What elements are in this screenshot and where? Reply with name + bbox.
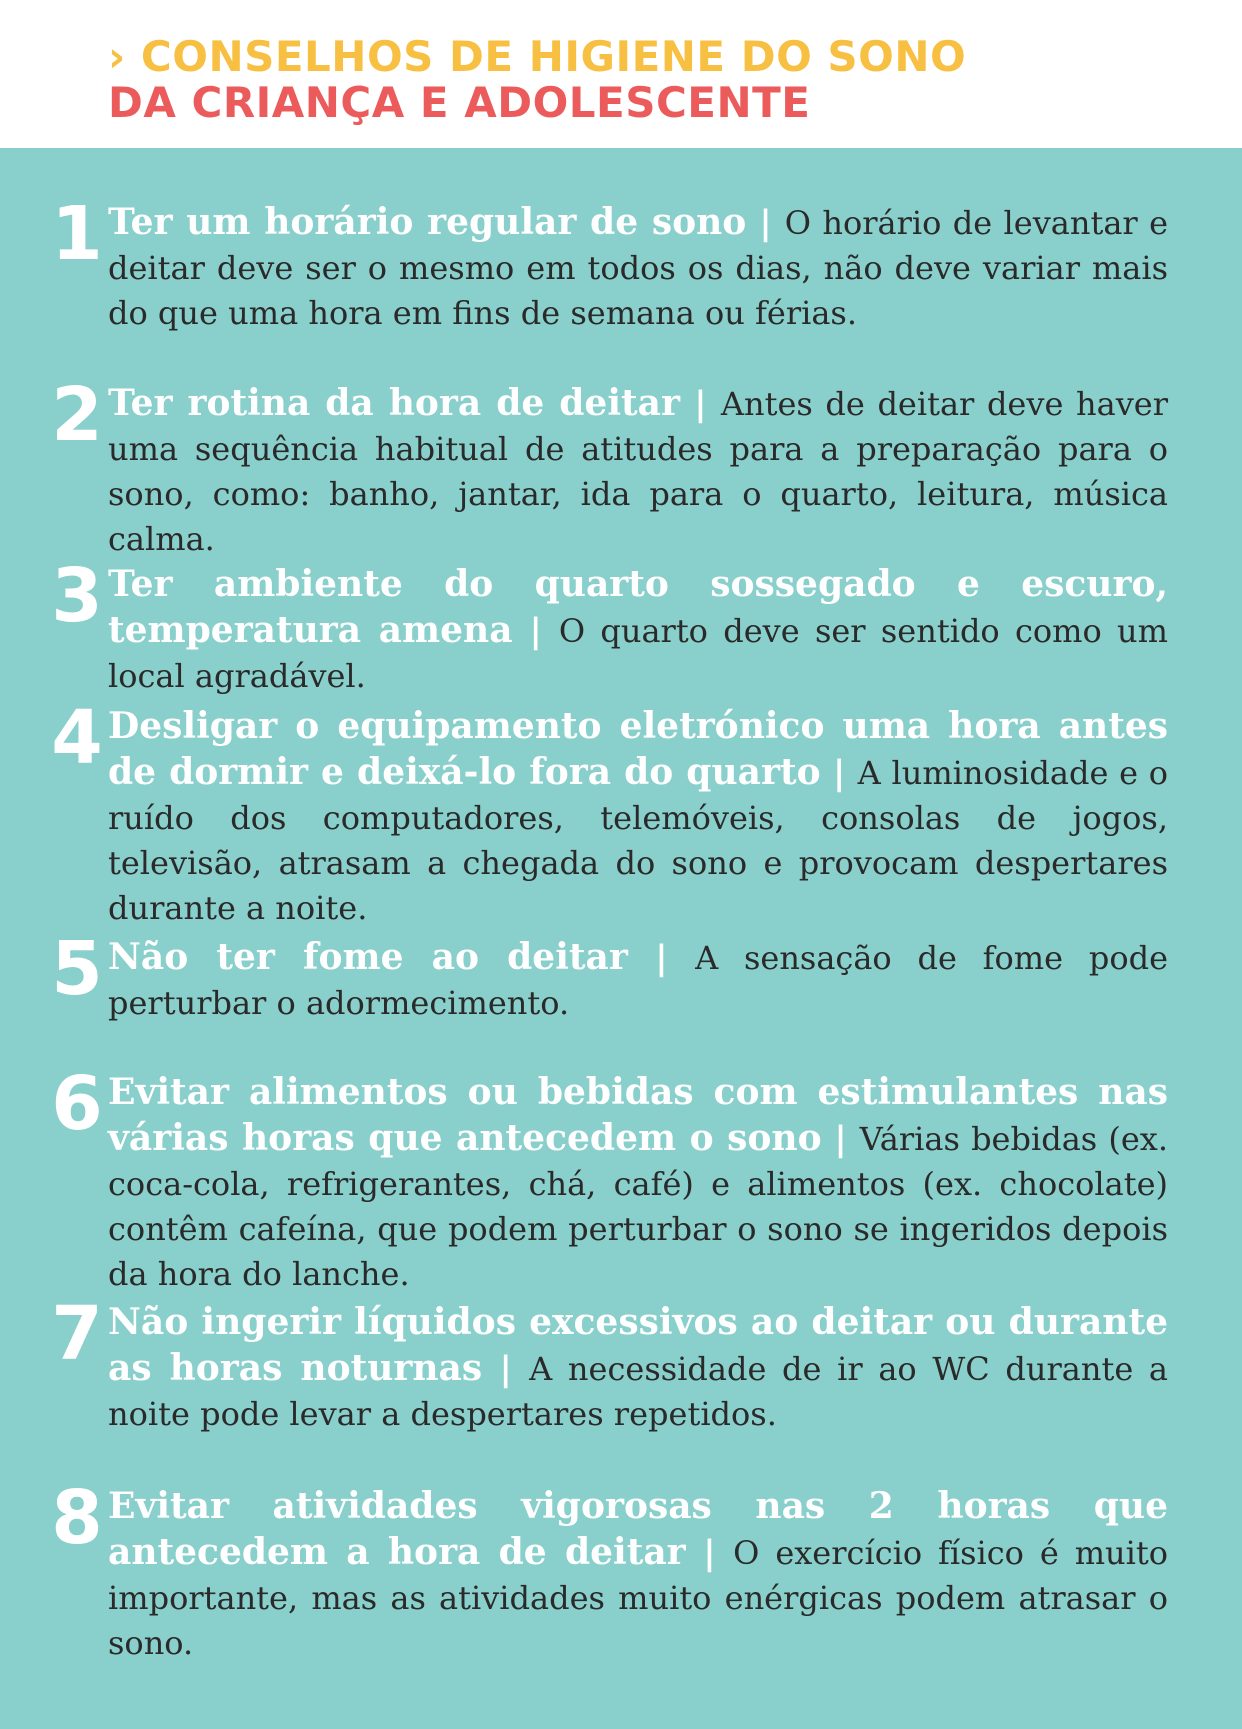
tip-body	[108, 562, 1168, 699]
tip-description: O exercício físico é muito importante, mas as atividades muito enérgicas podem atrasar o sono.	[108, 1534, 1168, 1662]
tip-separator: |	[512, 611, 559, 651]
title-line-2: DA CRIANÇA E ADOLESCENTE	[108, 78, 811, 127]
tip-title: Ter um horário regular de sono	[108, 201, 747, 243]
tip-description: Antes de deitar deve haver uma sequência habitual de atitudes para a preparação para o sono, como: banho, jantar, ida para o quarto, leitura, música calma.	[108, 385, 1169, 558]
tip-title: Evitar atividades vigorosas nas 2 horas que antecedem a hora de deitar	[108, 1485, 1168, 1573]
tip-description: O quarto deve ser sentido como um local agradável.	[108, 612, 1168, 695]
tip-description: A sensação de fome pode perturbar o adormecimento.	[108, 939, 1169, 1022]
tip-number: 3	[51, 553, 103, 639]
tip-number: 6	[51, 1061, 103, 1147]
tip-separator: |	[482, 1349, 530, 1389]
tips-panel	[0, 148, 1242, 1729]
title-line-1: › CONSELHOS DE HIGIENE DO SONO	[108, 32, 967, 81]
tip-number: 5	[51, 926, 103, 1012]
tip-title: Evitar alimentos ou bebidas com estimulantes nas várias horas que antecedem o sono	[108, 1071, 1168, 1159]
tip-description: O horário de levantar e deitar deve ser o mesmo em todos os dias, não deve variar mais do que uma hora em fins de semana ou férias.	[108, 204, 1169, 332]
tip-separator: |	[821, 1119, 860, 1159]
tip-separator: |	[627, 938, 696, 978]
tip-description: A luminosidade e o ruído dos computadores, telemóveis, consolas de jogos, televisão, atrasam a chegada do sono e provocam despertares durante a noite.	[108, 754, 1168, 927]
header	[0, 0, 1242, 148]
tip-body	[108, 935, 1168, 1026]
tip-body	[108, 381, 1168, 562]
tip-number: 1	[51, 191, 103, 277]
tip-title: Não ingerir líquidos excessivos ao deitar ou durante as horas noturnas	[108, 1301, 1168, 1389]
tip-separator: |	[679, 384, 721, 424]
page-title	[108, 34, 966, 126]
tip-body	[108, 200, 1168, 336]
tip-body	[108, 1300, 1168, 1437]
tip-title: Desligar o equipamento eletrónico uma hora antes de dormir e deixá-lo fora do quarto	[108, 705, 1168, 793]
tip-description: A necessidade de ir ao WC durante a noite pode levar a despertares repetidos.	[108, 1350, 1169, 1433]
tip-title: Ter rotina da hora de deitar	[108, 382, 680, 424]
tip-separator: |	[685, 1533, 734, 1573]
tip-title: Ter ambiente do quarto sossegado e escuro, temperatura amena	[108, 563, 1168, 651]
tip-title: Não ter fome ao deitar	[108, 936, 628, 978]
tip-description: Várias bebidas (ex. coca-cola, refrigerantes, chá, café) e alimentos (ex. chocolate) contêm cafeína, que podem perturbar o sono se ingeridos depois da hora do lanche.	[108, 1120, 1168, 1293]
tip-body	[108, 704, 1168, 931]
tip-number: 4	[51, 695, 103, 781]
tip-number: 7	[51, 1291, 103, 1377]
tip-separator: |	[746, 203, 785, 243]
tip-number: 2	[51, 372, 103, 458]
tip-number: 8	[51, 1475, 103, 1561]
tip-separator: |	[820, 753, 858, 793]
tip-body	[108, 1070, 1168, 1297]
tip-body	[108, 1484, 1168, 1666]
